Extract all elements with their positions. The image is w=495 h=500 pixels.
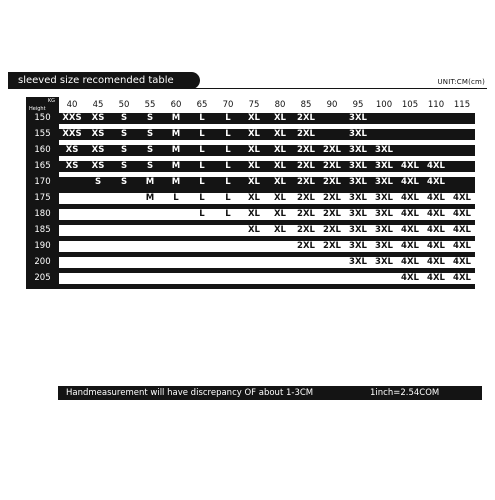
- size-cell: [241, 273, 267, 284]
- row-band: [59, 284, 475, 289]
- size-cell: 2XL: [293, 241, 319, 252]
- size-cell: XL: [267, 225, 293, 236]
- size-cell: S: [137, 161, 163, 172]
- weight-header-cell: 95: [352, 100, 364, 110]
- weight-header-cell: 105: [401, 100, 419, 110]
- size-cell: [85, 257, 111, 268]
- size-cell: S: [111, 129, 137, 140]
- size-cell: [449, 129, 475, 140]
- size-cell: M: [137, 177, 163, 188]
- size-chart-body: [26, 113, 475, 289]
- size-cell: 2XL: [319, 161, 345, 172]
- size-cell: 4XL: [397, 225, 423, 236]
- size-cell: [215, 273, 241, 284]
- size-cell: [215, 225, 241, 236]
- size-cell: XL: [267, 145, 293, 156]
- size-cell: [423, 145, 449, 156]
- size-cell: XL: [241, 129, 267, 140]
- size-cell: 2XL: [293, 225, 319, 236]
- height-cell: 150: [26, 113, 59, 124]
- size-cell: S: [111, 177, 137, 188]
- size-cell: [163, 273, 189, 284]
- size-cell: S: [137, 113, 163, 124]
- size-cell: 4XL: [449, 241, 475, 252]
- size-cell: 4XL: [449, 257, 475, 268]
- weight-header-cell: 75: [248, 100, 260, 110]
- weight-header-row: [26, 97, 475, 113]
- size-cell: [163, 209, 189, 220]
- height-cell: 180: [26, 209, 59, 220]
- size-cell: 4XL: [449, 273, 475, 284]
- size-cell: L: [215, 209, 241, 220]
- size-cell: XL: [267, 209, 293, 220]
- kg-label: KG: [47, 98, 55, 104]
- size-cell: 2XL: [293, 193, 319, 204]
- size-cell: 4XL: [423, 209, 449, 220]
- size-cell: L: [189, 129, 215, 140]
- size-cell: 4XL: [397, 273, 423, 284]
- size-cell: XL: [267, 177, 293, 188]
- size-cell: XL: [241, 161, 267, 172]
- size-cell: [267, 241, 293, 252]
- size-cell: XL: [241, 177, 267, 188]
- size-cell: [345, 273, 371, 284]
- weight-header-cell: 90: [326, 100, 338, 110]
- size-cell: [59, 241, 85, 252]
- size-cell: L: [189, 193, 215, 204]
- weight-header-cell: 115: [453, 100, 471, 110]
- size-cell: L: [189, 113, 215, 124]
- size-cell: [85, 193, 111, 204]
- size-cell: M: [163, 177, 189, 188]
- size-cell: 2XL: [319, 209, 345, 220]
- size-cell: [85, 273, 111, 284]
- size-cell: [111, 193, 137, 204]
- size-cell: 3XL: [345, 145, 371, 156]
- size-cell: [189, 241, 215, 252]
- size-cell: [241, 241, 267, 252]
- size-cell: S: [137, 145, 163, 156]
- weight-header-cell: 45: [92, 100, 104, 110]
- size-cell: [319, 129, 345, 140]
- size-cell: 4XL: [397, 241, 423, 252]
- size-cell: S: [137, 129, 163, 140]
- size-cell: M: [163, 145, 189, 156]
- size-cell: [137, 273, 163, 284]
- height-cell: 200: [26, 257, 59, 268]
- size-cell: 3XL: [345, 129, 371, 140]
- size-cell: [189, 273, 215, 284]
- size-cell: 3XL: [345, 257, 371, 268]
- footer-note-bar: [58, 386, 482, 400]
- size-cell: [111, 225, 137, 236]
- size-cell: XL: [267, 193, 293, 204]
- weight-header-cell: 60: [170, 100, 182, 110]
- size-cell: 4XL: [397, 161, 423, 172]
- size-cell: [189, 225, 215, 236]
- size-cell: L: [215, 129, 241, 140]
- size-cell: [449, 145, 475, 156]
- size-cell: [449, 161, 475, 172]
- size-cell: [85, 209, 111, 220]
- height-cell: 185: [26, 225, 59, 236]
- size-cell: [59, 193, 85, 204]
- table-row: [26, 273, 475, 284]
- size-cell: [293, 273, 319, 284]
- size-cell: 2XL: [293, 113, 319, 124]
- size-cell: 3XL: [345, 225, 371, 236]
- size-cell: 3XL: [345, 177, 371, 188]
- size-cell: 3XL: [371, 161, 397, 172]
- size-cell: 3XL: [371, 209, 397, 220]
- size-cell: L: [215, 161, 241, 172]
- size-cell: 2XL: [293, 129, 319, 140]
- table-row: [26, 113, 475, 124]
- height-cell: 160: [26, 145, 59, 156]
- size-cell: [111, 209, 137, 220]
- size-cell: 3XL: [371, 257, 397, 268]
- size-cell: L: [163, 193, 189, 204]
- size-cell: 2XL: [293, 145, 319, 156]
- size-cell: [371, 273, 397, 284]
- size-cell: [137, 225, 163, 236]
- size-cell: 3XL: [371, 225, 397, 236]
- table-row: [26, 177, 475, 188]
- height-label: Height: [29, 106, 46, 112]
- size-cell: L: [215, 177, 241, 188]
- size-cell: [163, 241, 189, 252]
- size-cell: XS: [85, 113, 111, 124]
- size-cell: [85, 241, 111, 252]
- size-cell: XL: [267, 129, 293, 140]
- size-cell: [163, 225, 189, 236]
- size-cell: L: [189, 145, 215, 156]
- size-cell: 4XL: [449, 209, 475, 220]
- table-row: [26, 209, 475, 220]
- size-cell: XXS: [59, 129, 85, 140]
- height-cell: 205: [26, 273, 59, 284]
- size-cell: [59, 177, 85, 188]
- size-cell: XL: [241, 145, 267, 156]
- height-cell: 190: [26, 241, 59, 252]
- size-cell: 3XL: [371, 145, 397, 156]
- size-cell: 2XL: [293, 209, 319, 220]
- size-cell: [371, 113, 397, 124]
- size-cell: L: [189, 209, 215, 220]
- weight-header-cell: 80: [274, 100, 286, 110]
- size-cell: [319, 257, 345, 268]
- weight-header-cell: 40: [66, 100, 78, 110]
- size-cell: XS: [85, 161, 111, 172]
- size-cell: 3XL: [345, 241, 371, 252]
- size-cell: 2XL: [319, 177, 345, 188]
- size-cell: 2XL: [319, 145, 345, 156]
- size-cell: XL: [267, 161, 293, 172]
- size-cell: M: [163, 129, 189, 140]
- table-row: [26, 129, 475, 140]
- size-cell: [449, 113, 475, 124]
- size-cell: 4XL: [423, 257, 449, 268]
- size-cell: 2XL: [293, 177, 319, 188]
- size-cell: L: [215, 145, 241, 156]
- size-cell: 3XL: [345, 193, 371, 204]
- size-cell: 4XL: [423, 161, 449, 172]
- table-row: [26, 193, 475, 204]
- table-row: [26, 225, 475, 236]
- height-cell: 175: [26, 193, 59, 204]
- size-cell: [59, 273, 85, 284]
- size-cell: 4XL: [423, 177, 449, 188]
- size-cell: 4XL: [423, 225, 449, 236]
- size-cell: [423, 129, 449, 140]
- size-cell: 4XL: [397, 193, 423, 204]
- size-cell: 4XL: [397, 209, 423, 220]
- corner-cell: [26, 97, 59, 113]
- size-cell: [319, 113, 345, 124]
- size-cell: 4XL: [397, 257, 423, 268]
- size-cell: L: [215, 193, 241, 204]
- row-divider: [26, 284, 475, 289]
- weight-header-cell: 110: [427, 100, 445, 110]
- size-cell: [293, 257, 319, 268]
- weight-header-cell: 85: [300, 100, 312, 110]
- size-cell: [111, 241, 137, 252]
- size-cell: [423, 113, 449, 124]
- table-row: [26, 161, 475, 172]
- size-cell: 2XL: [319, 193, 345, 204]
- height-cell: 170: [26, 177, 59, 188]
- size-cell: XXS: [59, 113, 85, 124]
- size-cell: 4XL: [397, 177, 423, 188]
- size-cell: 2XL: [319, 225, 345, 236]
- size-cell: XL: [241, 193, 267, 204]
- size-cell: 2XL: [293, 161, 319, 172]
- size-cell: [59, 225, 85, 236]
- size-cell: XS: [59, 161, 85, 172]
- table-title: sleeved size recomended table: [8, 72, 200, 89]
- size-cell: 2XL: [319, 241, 345, 252]
- size-cell: 4XL: [423, 193, 449, 204]
- weight-header-cell: 100: [375, 100, 393, 110]
- size-cell: XL: [241, 225, 267, 236]
- size-cell: [267, 273, 293, 284]
- weight-header-cell: 70: [222, 100, 234, 110]
- size-cell: [215, 257, 241, 268]
- size-cell: 3XL: [345, 161, 371, 172]
- size-cell: XL: [241, 209, 267, 220]
- size-chart-table: [26, 97, 475, 289]
- size-cell: M: [163, 161, 189, 172]
- size-cell: [397, 113, 423, 124]
- inch-conversion: 1inch=2.54COM: [370, 388, 440, 398]
- size-cell: 4XL: [449, 193, 475, 204]
- size-cell: L: [215, 113, 241, 124]
- size-cell: S: [111, 113, 137, 124]
- size-cell: [111, 273, 137, 284]
- size-cell: [241, 257, 267, 268]
- weight-header-cell: 65: [196, 100, 208, 110]
- size-cell: S: [111, 161, 137, 172]
- height-cell: 155: [26, 129, 59, 140]
- size-cell: 3XL: [345, 209, 371, 220]
- title-divider: [8, 88, 487, 89]
- size-cell: S: [85, 177, 111, 188]
- weight-header-cell: 55: [144, 100, 156, 110]
- size-cell: M: [163, 113, 189, 124]
- table-row: [26, 145, 475, 156]
- size-cell: 4XL: [423, 241, 449, 252]
- size-cell: [137, 241, 163, 252]
- size-cell: XL: [241, 113, 267, 124]
- size-cell: L: [189, 161, 215, 172]
- size-cell: XS: [59, 145, 85, 156]
- size-cell: 3XL: [371, 241, 397, 252]
- size-cell: 4XL: [423, 273, 449, 284]
- size-cell: [397, 145, 423, 156]
- measurement-note: Handmeasurement will have discrepancy OF about 1-3CM: [66, 388, 314, 398]
- size-cell: [59, 257, 85, 268]
- size-cell: [189, 257, 215, 268]
- size-cell: S: [111, 145, 137, 156]
- size-cell: XS: [85, 145, 111, 156]
- size-cell: L: [189, 177, 215, 188]
- size-cell: XS: [85, 129, 111, 140]
- size-cell: [137, 257, 163, 268]
- size-cell: 3XL: [345, 113, 371, 124]
- size-cell: [397, 129, 423, 140]
- unit-label: UNIT:CM(cm): [437, 78, 485, 86]
- size-cell: [267, 257, 293, 268]
- height-column-fill: [26, 284, 59, 289]
- size-cell: 3XL: [371, 193, 397, 204]
- size-cell: [449, 177, 475, 188]
- size-cell: [85, 225, 111, 236]
- weight-header-cell: 50: [118, 100, 130, 110]
- height-cell: 165: [26, 161, 59, 172]
- size-cell: [59, 209, 85, 220]
- size-cell: 3XL: [371, 177, 397, 188]
- size-cell: 4XL: [449, 225, 475, 236]
- size-cell: XL: [267, 113, 293, 124]
- size-cell: [163, 257, 189, 268]
- size-cell: [319, 273, 345, 284]
- size-cell: [371, 129, 397, 140]
- table-row: [26, 241, 475, 252]
- size-cell: [215, 241, 241, 252]
- size-cell: [137, 209, 163, 220]
- size-cell: M: [137, 193, 163, 204]
- size-cell: [111, 257, 137, 268]
- table-row: [26, 257, 475, 268]
